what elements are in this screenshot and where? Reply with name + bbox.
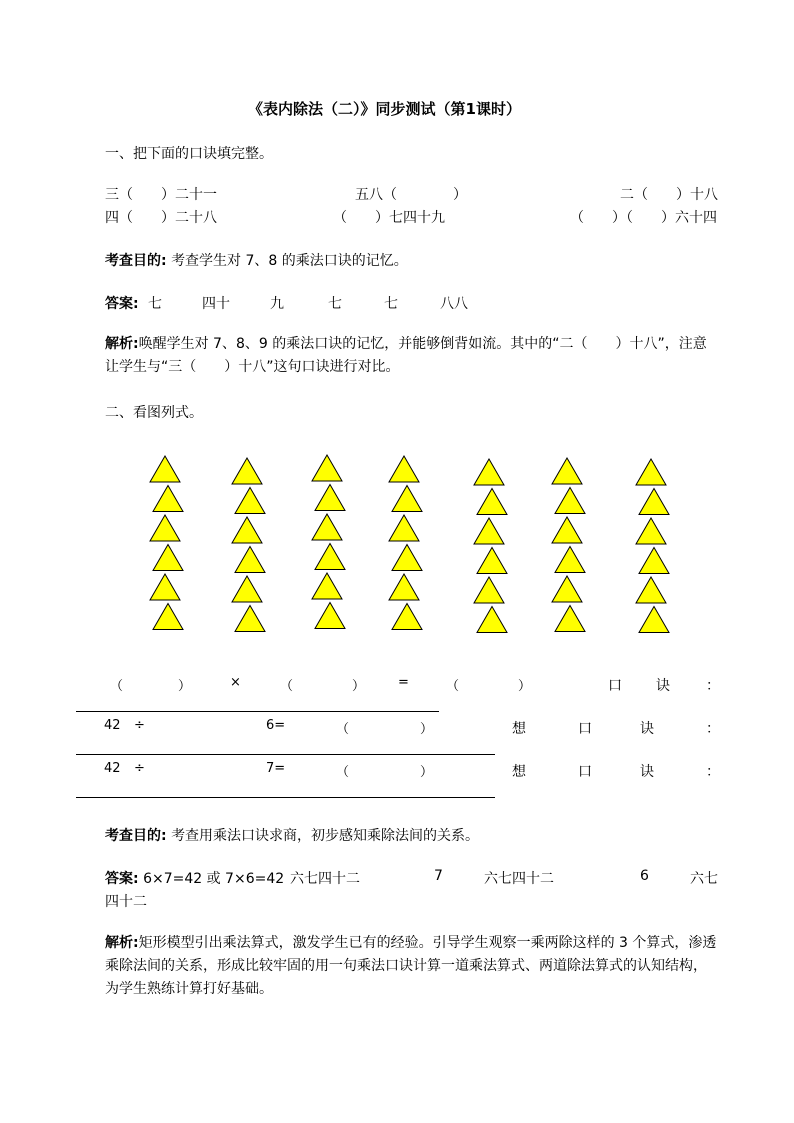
eq-token: （ (446, 679, 460, 694)
div-token: 口 (578, 721, 592, 737)
triangle-shape (636, 518, 666, 544)
div-token: ） (420, 722, 434, 737)
answer-item: 九 (270, 296, 284, 312)
eq-token: ） (518, 679, 532, 694)
div-token: ： (706, 721, 720, 737)
div-token: ） (420, 765, 434, 780)
triangle-shape (474, 518, 504, 544)
div-token: 想 (512, 721, 526, 737)
blank-item: 五八（ ） (355, 187, 467, 203)
div-token: 诀 (640, 721, 654, 737)
eq-token: ： (706, 678, 720, 694)
triangle-shape (150, 456, 180, 482)
div-token: ： (706, 764, 720, 780)
analysis-paragraph (105, 932, 717, 1001)
triangle-shape (312, 455, 342, 481)
purpose-text: 考查用乘法口诀求商，初步感知乘除法间的关系。 (171, 828, 480, 844)
div-token: 42 (104, 761, 121, 776)
triangle-shape (153, 604, 183, 630)
triangle-shape (235, 488, 265, 514)
blank-item: 二（ ）十八 (620, 187, 718, 203)
eq-token: （ (110, 679, 124, 694)
eq-token: ） (352, 679, 366, 694)
eq-token: 诀 (656, 678, 670, 694)
triangle-shape (552, 576, 582, 602)
answer-item: 6 (640, 868, 649, 884)
triangle-shape (315, 485, 345, 511)
triangle-shape (555, 488, 585, 514)
triangle-shape (474, 577, 504, 603)
section1-heading: 一、把下面的口诀填完整。 (105, 146, 273, 162)
triangle-shape (552, 517, 582, 543)
triangle-shape (555, 547, 585, 573)
triangle-shape (389, 515, 419, 541)
answer-item: 七 (148, 296, 162, 312)
purpose-line (105, 825, 479, 845)
analysis-label: 解析: (105, 935, 139, 951)
answer-item: 四十二 (105, 894, 147, 910)
answer-item: 7 (434, 868, 443, 884)
triangle-shape (477, 607, 507, 633)
answer-label: 答案: (105, 296, 139, 312)
blank-item: （ ）七四十九 (333, 210, 445, 226)
triangle-shape (232, 458, 262, 484)
page-title: 《表内除法（二）》同步测试（第1课时） (248, 100, 521, 118)
div-token: 口 (578, 764, 592, 780)
triangle-shape (150, 515, 180, 541)
div-token: （ (336, 765, 350, 780)
answer-item: 八八 (440, 296, 468, 312)
answer-item: 六七四十二 (290, 871, 360, 887)
analysis-label: 解析: (105, 336, 139, 352)
eq-token: 口 (608, 678, 622, 694)
purpose-label: 考查目的: (105, 253, 167, 269)
triangle-shape (150, 574, 180, 600)
triangle-shape (552, 458, 582, 484)
divider-line (76, 754, 495, 755)
eq-token: （ (280, 679, 294, 694)
blank-item: 四（ ）二十八 (105, 210, 217, 226)
eq-token: × (230, 675, 241, 690)
triangle-shape (235, 606, 265, 632)
triangle-shape (392, 545, 422, 571)
div-token: ÷ (134, 718, 145, 733)
triangle-shape (315, 603, 345, 629)
triangle-shape (636, 577, 666, 603)
answer-label: 答案: (105, 871, 139, 887)
div-token: 想 (512, 764, 526, 780)
triangle-shape (477, 548, 507, 574)
triangle-shape (153, 545, 183, 571)
triangle-shape (555, 606, 585, 632)
answer-item: 七 (328, 296, 342, 312)
answer-item: 四十 (202, 296, 230, 312)
triangle-shape (232, 576, 262, 602)
eq-token: = (398, 675, 409, 690)
eq-token: ） (178, 679, 192, 694)
triangle-shape (392, 486, 422, 512)
blank-item: （ ）（ ）六十四 (570, 210, 717, 226)
triangle-shape (477, 489, 507, 515)
divider-line (76, 711, 439, 712)
div-token: 42 (104, 718, 121, 733)
analysis-text: 唤醒学生对 7、8、9 的乘法口诀的记忆，并能够倒背如流。其中的“二（ ）十八”，注意让学生与“三（ ）十八”这句口诀进行对比。 (105, 336, 707, 375)
div-token: 7= (266, 761, 286, 776)
triangle-shape (639, 489, 669, 515)
purpose-text: 考查学生对 7、8 的乘法口诀的记忆。 (171, 253, 408, 269)
triangle-shape (636, 459, 666, 485)
div-token: 6= (266, 718, 286, 733)
div-token: ÷ (134, 761, 145, 776)
answer-item: 6×7=42 或 7×6=42 (143, 871, 285, 887)
triangle-shape (389, 574, 419, 600)
triangle-shape (312, 573, 342, 599)
purpose-label: 考查目的: (105, 828, 167, 844)
blank-item: 三（ ）二十一 (105, 187, 217, 203)
answer-item: 六七 (690, 871, 718, 887)
triangle-shape (315, 544, 345, 570)
answer-line (105, 868, 284, 888)
div-token: 诀 (640, 764, 654, 780)
triangle-shape (474, 459, 504, 485)
triangle-shape (153, 486, 183, 512)
div-token: （ (336, 722, 350, 737)
triangle-shape (392, 604, 422, 630)
triangle-shape (235, 547, 265, 573)
triangle-shape (389, 456, 419, 482)
triangle-shape (232, 517, 262, 543)
triangle-shape (639, 548, 669, 574)
analysis-text: 矩形模型引出乘法算式，激发学生已有的经验。引导学生观察一乘两除这样的 3 个算式，渗透乘除法间的关系，形成比较牢固的用一句乘法口诀计算一道乘法算式、两道除法算式的认知结构，为学生熟练计算打好基础。 (105, 935, 717, 997)
section2-heading: 二、看图列式。 (105, 405, 203, 421)
answer-item: 六七四十二 (484, 871, 554, 887)
triangle-shape (639, 607, 669, 633)
triangle-shape (312, 514, 342, 540)
divider-line (76, 797, 495, 798)
answer-item: 七 (384, 296, 398, 312)
